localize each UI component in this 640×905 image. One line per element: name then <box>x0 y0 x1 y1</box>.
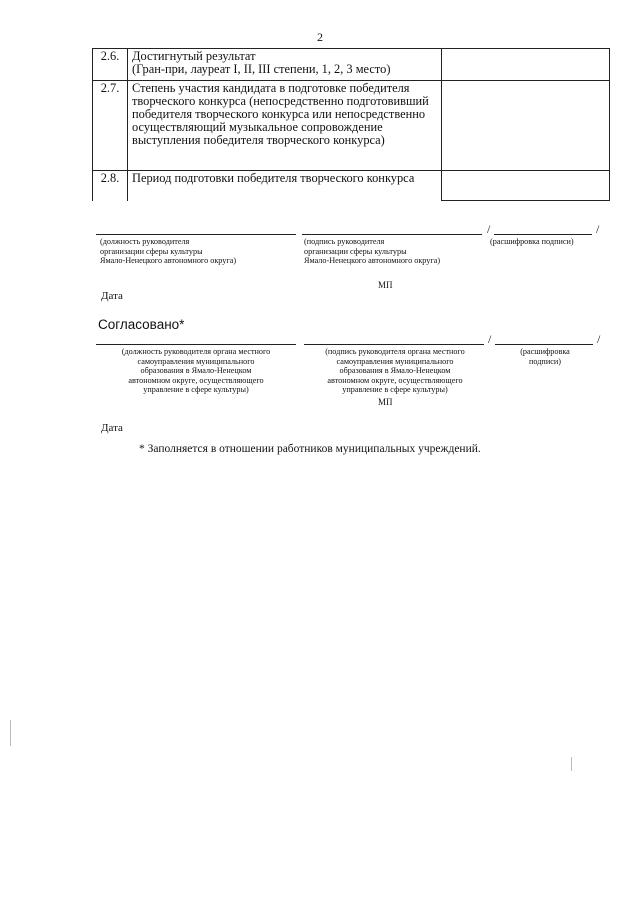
slash: / <box>596 222 600 236</box>
decoding-caption: (расшифровка подписи) <box>490 237 574 246</box>
row-number: 2.7. <box>93 81 128 171</box>
signature-line <box>304 344 484 345</box>
row-number: 2.8. <box>93 171 128 201</box>
row-value <box>442 81 610 171</box>
decoding-caption: (расшифровка подписи) <box>520 347 570 366</box>
slash: / <box>597 332 601 346</box>
row-text: Период подготовки победителя творческого конкурса <box>128 171 442 201</box>
position-caption: (должность руководителя организации сферы культуры Ямало-Ненецкого автономного округа) <box>100 237 237 265</box>
table-row <box>93 49 610 81</box>
slash: / <box>487 222 491 236</box>
row-number: 2.6. <box>93 49 128 81</box>
table-row <box>93 171 610 201</box>
decoding-line <box>495 344 593 345</box>
signature-line <box>302 234 482 235</box>
slash: / <box>488 332 492 346</box>
position-line <box>96 344 296 345</box>
row-value <box>442 171 610 201</box>
date-label: Дата <box>101 422 123 434</box>
stamp-placeholder: МП <box>378 280 393 290</box>
footnote: * Заполняется в отношении работников муниципальных учреждений. <box>139 443 481 455</box>
decoding-line <box>494 234 592 235</box>
row-text: Достигнутый результат (Гран-при, лауреат I, II, III степени, 1, 2, 3 место) <box>128 49 442 81</box>
table-row <box>93 81 610 171</box>
page-number: 2 <box>317 30 323 44</box>
row-value <box>442 49 610 81</box>
signature-caption: (подпись руководителя организации сферы культуры Ямало-Ненецкого автономного округа) <box>304 237 441 265</box>
scan-speck <box>571 757 572 771</box>
stamp-placeholder: МП <box>378 397 393 407</box>
row-text: Степень участия кандидата в подготовке победителя творческого конкурса (непосредственно подготовивший победителя творческого конкурса или непосредственно осуществляющий музыкальное сопровождение выступления победителя творческого конкурса) <box>128 81 442 171</box>
position-caption: (должность руководителя органа местного самоуправления муниципального образования в Ямало-Ненецком автономном округе, осуществляющего управление в сфере культуры) <box>121 347 271 394</box>
agreed-label: Согласовано* <box>98 317 185 332</box>
signature-caption: (подпись руководителя органа местного самоуправления муниципального образования в Ямало-Ненецком автономном округе, осуществляющего управление в сфере культуры) <box>325 347 465 394</box>
position-line <box>96 234 296 235</box>
criteria-table <box>92 48 610 201</box>
scan-speck <box>10 720 11 746</box>
date-label: Дата <box>101 290 123 302</box>
